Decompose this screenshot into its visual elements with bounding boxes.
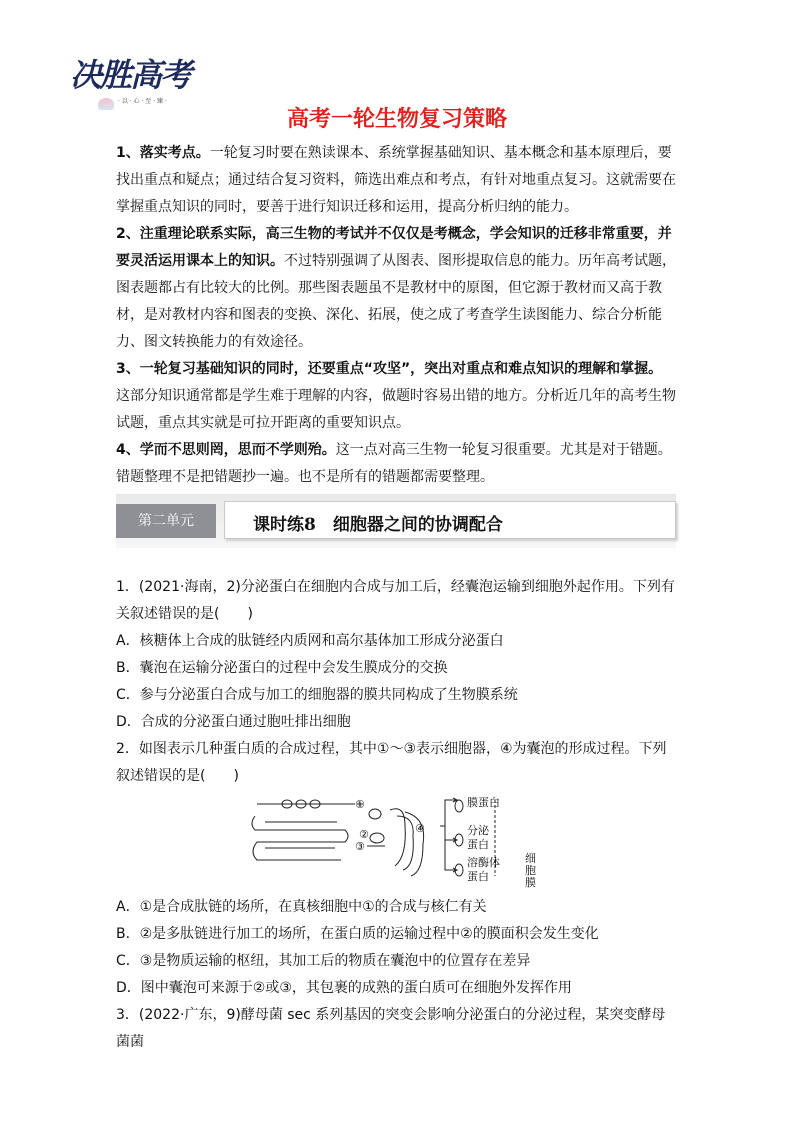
question-1-stem: 1．(2021·海南，2)分泌蛋白在细胞内合成与加工后，经囊泡运输到细胞外起作用。下列有关叙述错误的是( ): [116, 579, 675, 622]
label-lysosome-protein-1: 溶酶体: [467, 856, 500, 869]
lesson-title-box: [224, 501, 676, 539]
vesicle-b: [370, 833, 384, 843]
er-lumen: [265, 822, 337, 848]
page-title: 高考一轮生物复习策略: [286, 107, 507, 132]
lesson-title: 课时练8 细胞器之间的协调配合: [253, 515, 503, 535]
question-1-option-a: A．核糖体上合成的肽链经内质网和高尔基体加工形成分泌蛋白: [116, 633, 504, 649]
question-1-option-c: C．参与分泌蛋白合成与加工的细胞器的膜共同构成了生物膜系统: [116, 687, 518, 703]
question-2-option-a: A．①是合成肽链的场所，在真核细胞中①的合成与核仁有关: [116, 899, 487, 915]
protein-synthesis-diagram: [245, 796, 555, 892]
label-membrane-protein: 膜蛋白: [467, 796, 500, 809]
strategy-item-3: 3、一轮复习基础知识的同时，还要重点“攻坚”，突出对重点和难点知识的理解和掌握。这部分知识通常都是学生难于理解的内容，做题时容易出错的地方。分析近几年的高考生物试题，重点其实就是可拉开距离的重要知识点。: [116, 361, 676, 431]
vesicle-membrane: [455, 800, 463, 812]
logo-subtitle: · 以 · 心 · 至 · 臻 ·: [118, 98, 167, 105]
label-secreted-protein-2: 蛋白: [467, 838, 489, 851]
strategy-item-4: 4、学而不思则罔，思而不学则殆。这一点对高三生物一轮复习很重要。尤其是对于错题。错题整理不是把错题抄一遍。也不是所有的错题都需要整理。: [116, 442, 672, 485]
strategy-item-2: 2、注重理论联系实际，高三生物的考试并不仅仅是考概念，学会知识的迁移非常重要，并要灵活运用课本上的知识。不过特别强调了从图表、图形提取信息的能力。历年高考试题，图表题都占有比较大的比例。那些图表题虽不是教材中的原图，但它源于教材而又高于教材，是对教材内容和图表的变换、深化、拓展，使之成了考查学生读图能力、综合分析能力、图文转换能力的有效途径。: [116, 226, 676, 350]
question-1-option-d: D．合成的分泌蛋白通过胞吐排出细胞: [116, 714, 351, 730]
section-banner: [116, 494, 676, 548]
question-2-stem: 2．如图表示几种蛋白质的合成过程，其中①～③表示细胞器，④为囊泡的形成过程。下列叙述错误的是( ): [116, 741, 667, 784]
label-3: ③: [355, 840, 365, 853]
question-2-option-c: C．③是物质运输的枢纽，其加工后的物质在囊泡中的位置存在差异: [116, 953, 531, 969]
label-1: ①: [355, 798, 365, 811]
label-4: ④: [415, 822, 425, 835]
vesicle-a: [369, 809, 381, 819]
label-secreted-protein-1: 分泌: [467, 824, 489, 837]
unit-label: 第二单元: [116, 504, 216, 538]
question-2-option-d: D．图中囊泡可来源于②或③，其包裹的成熟的蛋白质可在细胞外发挥作用: [116, 980, 572, 996]
question-1-option-b: B．囊泡在运输分泌蛋白的过程中会发生膜成分的交换: [116, 660, 448, 676]
label-cell-membrane-3: 膜: [525, 876, 536, 889]
label-lysosome-protein-2: 蛋白: [467, 870, 489, 883]
label-2: ②: [359, 828, 369, 841]
golgi-apparatus: [390, 809, 424, 876]
logo-text: 决胜高考: [70, 56, 191, 94]
question-3-stem: 3．(2022·广东，9)酵母菌 sec 系列基因的突变会影响分泌蛋白的分泌过程，某突变酵母菌菌: [116, 1007, 666, 1050]
branch-lines: [440, 800, 457, 870]
er-membrane: [252, 816, 348, 860]
strategy-item-1: 1、落实考点。一轮复习时要在熟读课本、系统掌握基础知识、基本概念和基本原理后，要找出重点和疑点；通过结合复习资料，筛选出难点和考点，有针对地重点复习。这就需要在掌握重点知识的同时，要善于进行知识迁移和运用，提高分析归纳的能力。: [116, 145, 676, 215]
question-2-option-b: B．②是多肽链进行加工的场所，在蛋白质的运输过程中②的膜面积会发生变化: [116, 926, 599, 942]
label-cell-membrane-2: 胞: [525, 864, 536, 877]
label-cell-membrane-1: 细: [525, 852, 536, 865]
